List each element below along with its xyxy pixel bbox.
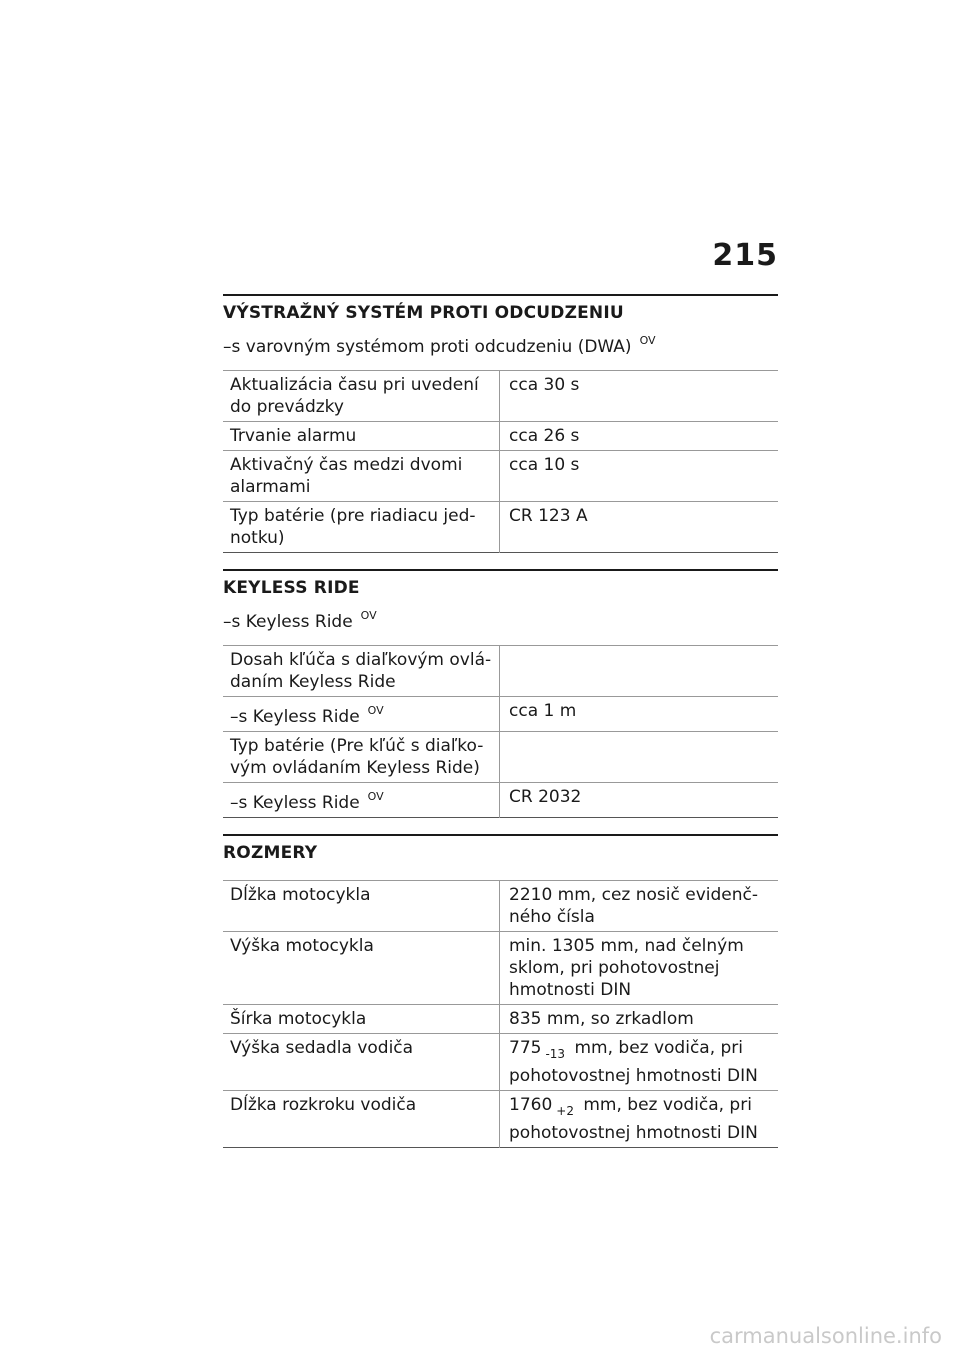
row-value: 2210 mm, cez nosič evidenč-ného čísla [509,885,758,927]
value-main: 775 [509,1038,542,1058]
row-label-text: –s Keyless Ride [230,707,360,727]
row-label: Výška motocykla [223,932,500,1005]
table-row [223,371,778,422]
row-label: Typ batérie (pre riadiacu jed-notku) [223,502,500,553]
tolerance-subscript: +2 [556,1104,574,1118]
section-title-dimensions: ROZMERY [223,843,318,863]
value-rest: mm, bez vodiča, pri pohotovostnej hmotnosti DIN [509,1038,758,1086]
row-value [500,732,779,783]
row-value: cca 1 m [509,701,577,721]
tolerance-subscript: -13 [545,1047,566,1061]
watermark: carmanualsonline.info [709,1324,942,1348]
row-label: Aktualizácia času pri uvedení do prevádzky [223,371,500,422]
row-value: cca 30 s [509,375,580,395]
section-title-keyless: KEYLESS RIDE [223,578,360,598]
page-number: 215 [712,238,778,273]
value-main: 1760 [509,1095,553,1115]
value-rest: mm, bez vodiča, pri pohotovostnej hmotnosti DIN [509,1095,758,1143]
table-row [223,1091,778,1148]
table-row [223,1034,778,1091]
subtitle-text: –s Keyless Ride [223,612,353,632]
row-value: min. 1305 mm, nad čelným sklom, pri pohotovostnej hmotnosti DIN [509,936,744,1000]
row-label [223,783,500,818]
table-row [223,783,778,818]
section-title-alarm: VÝSTRAŽNÝ SYSTÉM PROTI ODCUDZENIU [223,303,624,323]
section-subtitle-alarm [223,330,778,358]
section-keyless-ride [223,569,778,818]
ov-marker: OV [367,704,384,717]
row-label: Aktivačný čas medzi dvomi alarmami [223,451,500,502]
row-value [500,1091,779,1148]
row-value: 835 mm, so zrkadlom [509,1009,694,1029]
table-row [223,881,778,932]
ov-marker: OV [360,609,377,622]
row-label-text: –s Keyless Ride [230,793,360,813]
ov-marker: OV [639,334,656,347]
table-row [223,422,778,451]
keyless-spec-table [223,645,778,818]
row-label: Dĺžka motocykla [223,881,500,932]
row-label-text: Dosah kľúča s diaľkovým ovlá-daním Keyless Ride [230,650,492,692]
row-label: Šírka motocykla [223,1005,500,1034]
row-value: CR 123 A [509,506,588,526]
table-row [223,732,778,783]
row-label: Dĺžka rozkroku vodiča [223,1091,500,1148]
section-alarm-system [223,294,778,553]
section-dimensions [223,834,778,1148]
ov-marker: OV [367,790,384,803]
row-value: CR 2032 [509,787,582,807]
dimensions-spec-table [223,880,778,1148]
subtitle-text: –s varovným systémom proti odcudzeniu (DWA) [223,337,632,357]
row-label-text: Typ batérie (Pre kľúč s diaľko-vým ovládaním Keyless Ride) [230,736,484,778]
row-label: Výška sedadla vodiča [223,1034,500,1091]
row-label [223,646,500,697]
table-row [223,1005,778,1034]
alarm-spec-table [223,370,778,553]
table-row [223,932,778,1005]
table-row [223,697,778,732]
row-label: Trvanie alarmu [223,422,500,451]
page-content [223,294,778,1164]
row-label [223,732,500,783]
table-row [223,502,778,553]
section-subtitle-keyless [223,605,778,633]
table-row [223,451,778,502]
row-value: cca 26 s [509,426,580,446]
row-value: cca 10 s [509,455,580,475]
row-value [500,1034,779,1091]
row-value [500,646,779,697]
table-row [223,646,778,697]
row-label [223,697,500,732]
